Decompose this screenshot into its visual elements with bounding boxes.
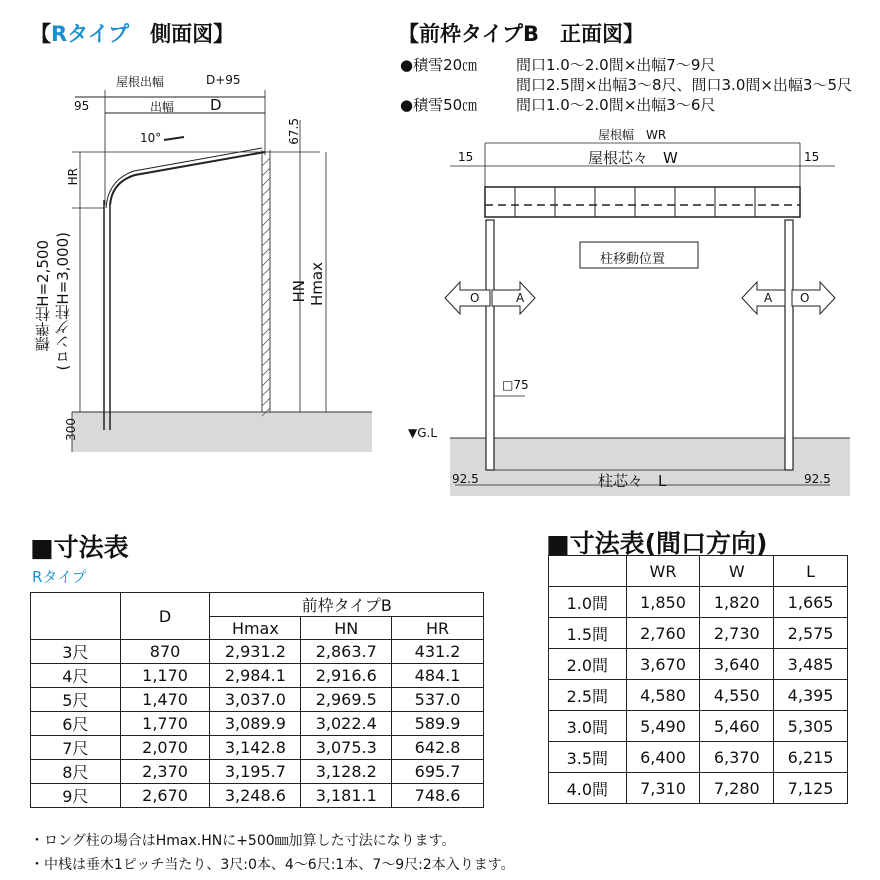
table-w-cell: 5,460 [700, 711, 774, 742]
roof-line [110, 152, 265, 205]
arrow-a-right: A [764, 291, 773, 305]
roof-width-label: 屋根幅 WR [598, 128, 667, 142]
table-w-cell: 7,310 [626, 773, 700, 804]
table-w-cell: 1,850 [626, 587, 700, 618]
table-w-row [549, 773, 848, 804]
snow20-line1: 間口1.0～2.0間×出幅7～9尺 [516, 56, 716, 74]
table-r-cell: 748.6 [392, 784, 484, 808]
table-w-title: ■寸法表(間口方向) [546, 529, 768, 558]
table-w-cell: 6,215 [774, 742, 848, 773]
table-r-row [31, 736, 484, 760]
table-r-cell: 9尺 [31, 784, 121, 808]
side-offset-right: 15 [804, 150, 820, 164]
wall-hatch-line [262, 158, 270, 166]
table-w-cell: 6,370 [700, 742, 774, 773]
wall-hatch-line [262, 258, 270, 266]
table-r-cell: 589.9 [392, 712, 484, 736]
table-w-header-w: W [700, 556, 774, 587]
table-r-cell: 7尺 [31, 736, 121, 760]
edge-left: 92.5 [452, 472, 479, 486]
table-w-row [549, 711, 848, 742]
post-move-label: 柱移動位置 [600, 252, 666, 267]
table-w-cell: 3.5間 [549, 742, 627, 773]
table-w-cell: 4,550 [700, 680, 774, 711]
arrow-a-left: A [516, 291, 525, 305]
post-std-label: 標準柱H=2,500 [34, 240, 52, 352]
table-r-cell: 2,370 [120, 760, 210, 784]
table-r-cell: 3,248.6 [210, 784, 301, 808]
table-r-cell: 3,181.1 [301, 784, 392, 808]
hr-label: HR [66, 168, 80, 186]
wall-hatch-line [262, 318, 270, 326]
edge-right: 92.5 [804, 472, 831, 486]
side-view-heading: 【Rタイプ 側面図】 [30, 22, 235, 46]
footing-label: 300 [64, 418, 78, 441]
table-w-cell: 2.0間 [549, 649, 627, 680]
table-r-cell: 2,916.6 [301, 664, 392, 688]
wall-hatch-line [262, 388, 270, 396]
depth-value: D [210, 96, 222, 114]
table-r-cell: 2,070 [120, 736, 210, 760]
wall-hatch-line [262, 288, 270, 296]
table-w-cell: 7,125 [774, 773, 848, 804]
note-2: ・中桟は垂木1ピッチ当たり、3尺:0本、4～6尺:1本、7～9尺:2本入ります。 [30, 857, 515, 873]
table-r-cell: 2,931.2 [210, 640, 301, 664]
front-post-left [486, 220, 494, 470]
snow50-label: ●積雪50㎝ [400, 96, 478, 114]
arrow-left-outer [445, 282, 490, 314]
table-r-subtitle: Rタイプ [32, 568, 87, 586]
table-w-header-wr: WR [626, 556, 700, 587]
gl-label: ▼G.L [408, 426, 438, 440]
table-w-cell: 3,640 [700, 649, 774, 680]
table-r-header-hr: HR [392, 617, 484, 640]
snow20-label: ●積雪20㎝ [400, 56, 478, 74]
table-w-cell: 4,395 [774, 680, 848, 711]
table-r-header-hn: HN [301, 617, 392, 640]
table-w-cell: 1.0間 [549, 587, 627, 618]
table-r-cell: 3,195.7 [210, 760, 301, 784]
slope-label: 10° [140, 131, 162, 145]
eave-offset: 95 [74, 99, 90, 113]
table-r-cell: 3,022.4 [301, 712, 392, 736]
table-r-row [31, 664, 484, 688]
table-r-cell: 642.8 [392, 736, 484, 760]
wall-hatch-line [262, 378, 270, 386]
wall-hatch-line [262, 228, 270, 236]
hmax-label: Hmax [308, 262, 326, 306]
arrow-o-right: O [800, 291, 810, 305]
wall-hatch-line [262, 338, 270, 346]
wall-hatch-line [262, 268, 270, 276]
wall-hatch-line [262, 238, 270, 246]
wall-hatch-line [262, 398, 270, 406]
table-r-corner [31, 593, 121, 640]
side-offset-left: 15 [458, 150, 474, 164]
wall-hatch-line [262, 218, 270, 226]
wall-hatch-line [262, 168, 270, 176]
table-w-header-l: L [774, 556, 848, 587]
table-w-row [549, 742, 848, 773]
post-size-label: □75 [502, 378, 529, 392]
table-w-cell: 1,820 [700, 587, 774, 618]
table-r-cell: 3,037.0 [210, 688, 301, 712]
hn-label: HN [290, 280, 308, 303]
table-r-cell: 2,984.1 [210, 664, 301, 688]
wall-hatch-line [262, 178, 270, 186]
arrow-left-inner [492, 282, 535, 314]
table-w-cell: 2,760 [626, 618, 700, 649]
table-r-cell: 3,089.9 [210, 712, 301, 736]
arrow-right-outer [792, 282, 835, 314]
table-w-cell: 2.5間 [549, 680, 627, 711]
table-r-cell: 3,128.2 [301, 760, 392, 784]
table-w-cell: 4.0間 [549, 773, 627, 804]
table-r-cell: 3,142.8 [210, 736, 301, 760]
table-w-corner [549, 556, 627, 587]
arrow-o-left: O [470, 291, 480, 305]
table-r-row [31, 784, 484, 808]
table-r-row [31, 712, 484, 736]
table-r-cell: 5尺 [31, 688, 121, 712]
table-r-header-hmax: Hmax [210, 617, 301, 640]
table-w-cell: 6,400 [626, 742, 700, 773]
table-w-row [549, 680, 848, 711]
post-long-label: (ロング柱H=3,000) [54, 232, 72, 371]
table-r-cell: 484.1 [392, 664, 484, 688]
wall-hatch-line [262, 198, 270, 206]
ground-fill [72, 412, 372, 452]
front-post-right [785, 220, 793, 470]
note-1: ・ロング柱の場合はHmax.HNに+500㎜加算した寸法になります。 [30, 833, 456, 849]
top-offset: 67.5 [287, 118, 301, 145]
table-r-cell: 3尺 [31, 640, 121, 664]
wall-hatch-line [262, 348, 270, 356]
roof-center-label: 屋根芯々 W [588, 149, 678, 167]
table-r-row [31, 640, 484, 664]
wall-hatch-line [262, 188, 270, 196]
table-r-title: ■寸法表 [30, 533, 129, 562]
table-r-cell: 8尺 [31, 760, 121, 784]
table-r-cell: 6尺 [31, 712, 121, 736]
dimension-table-w [548, 555, 848, 804]
table-w-cell: 1.5間 [549, 618, 627, 649]
table-r-cell: 2,863.7 [301, 640, 392, 664]
snow50-line1: 間口1.0～2.0間×出幅3～6尺 [516, 96, 716, 114]
table-w-cell: 5,305 [774, 711, 848, 742]
table-w-row [549, 649, 848, 680]
wall-hatch-line [262, 308, 270, 316]
wall-hatch-line [262, 368, 270, 376]
dimension-table-r [30, 592, 484, 808]
table-w-cell: 3,485 [774, 649, 848, 680]
front-view-heading: 【前枠タイプB 正面図】 [398, 22, 644, 46]
post-center-label: 柱芯々 L [598, 472, 667, 490]
table-w-row [549, 587, 848, 618]
table-r-cell: 3,075.3 [301, 736, 392, 760]
roof-overhang-label: 屋根出幅 [116, 75, 165, 89]
table-r-cell: 1,470 [120, 688, 210, 712]
table-w-cell: 3.0間 [549, 711, 627, 742]
table-w-cell: 3,670 [626, 649, 700, 680]
table-r-cell: 431.2 [392, 640, 484, 664]
table-r-cell: 870 [120, 640, 210, 664]
table-r-cell: 2,670 [120, 784, 210, 808]
table-w-cell: 1,665 [774, 587, 848, 618]
depth-label: 出幅 [150, 100, 175, 114]
wall-hatch-line [262, 298, 270, 306]
table-w-cell: 7,280 [700, 773, 774, 804]
roof-overhang-value: D+95 [206, 73, 241, 87]
table-r-header-d: D [120, 593, 210, 640]
table-w-cell: 5,490 [626, 711, 700, 742]
table-w-row [549, 618, 848, 649]
table-r-cell: 1,170 [120, 664, 210, 688]
snow20-line2: 間口2.5間×出幅3～8尺、間口3.0間×出幅3～5尺 [516, 76, 853, 94]
table-r-row [31, 760, 484, 784]
table-r-cell: 2,969.5 [301, 688, 392, 712]
wall-hatch-line [262, 358, 270, 366]
table-r-cell: 537.0 [392, 688, 484, 712]
table-r-header-group: 前枠タイプB [210, 593, 484, 617]
wall-hatch-line [262, 248, 270, 256]
table-r-row [31, 688, 484, 712]
wall-hatch-line [262, 328, 270, 336]
table-w-cell: 2,730 [700, 618, 774, 649]
table-r-cell: 1,770 [120, 712, 210, 736]
wall-hatch-line [262, 278, 270, 286]
wall-hatch-line [262, 208, 270, 216]
table-w-cell: 2,575 [774, 618, 848, 649]
front-roof [485, 187, 800, 217]
table-r-cell: 695.7 [392, 760, 484, 784]
table-w-cell: 4,580 [626, 680, 700, 711]
table-r-cell: 4尺 [31, 664, 121, 688]
